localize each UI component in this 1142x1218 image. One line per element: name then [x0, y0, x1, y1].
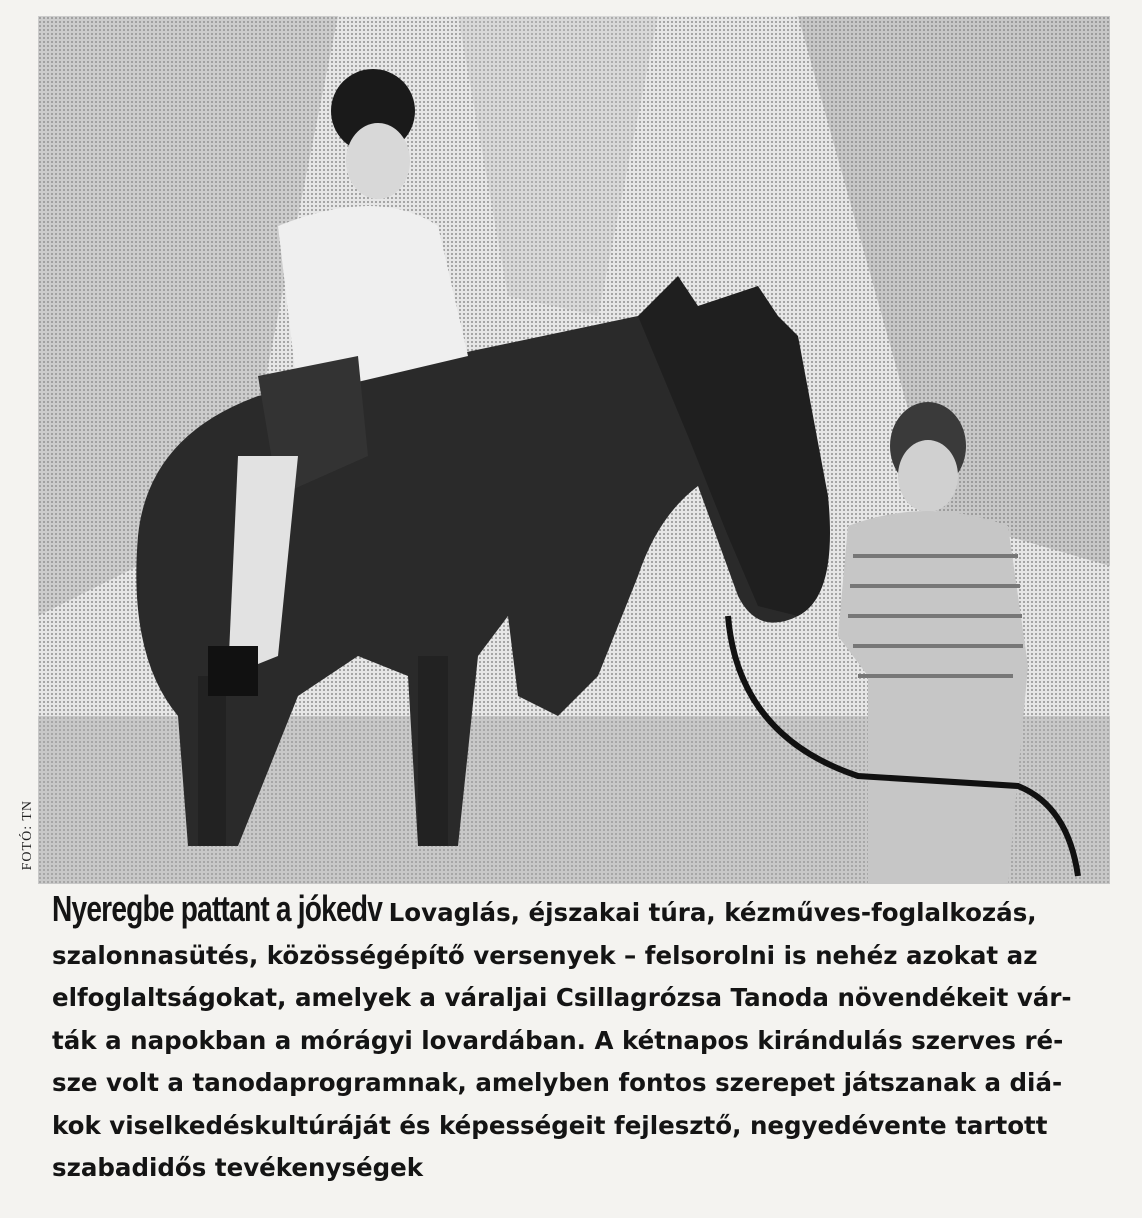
news-photo [38, 16, 1110, 884]
article-line-6: kok viselkedéskultúráját és képességeit fejlesztő, negyedévente tartott [52, 1110, 1048, 1140]
article-line-7: szabadidős tevékenységek [52, 1153, 424, 1182]
article-body [52, 888, 1102, 1190]
horse-riding-photo-icon [38, 16, 1110, 884]
article-line-5: sze volt a tanodaprogramnak, amelyben fontos szerepet játszanak a diá- [52, 1068, 1063, 1097]
article-text: Lovaglás, éjszakai túra, kézműves-foglalkozás, [388, 898, 1037, 927]
headline: Nyeregbe pattant a jókedv [52, 888, 383, 929]
article-line-2: szalonnasütés, közösségépítő versenyek – felsorolni is nehéz azokat az [52, 940, 1038, 970]
photo-credit: FOTÓ: TN [20, 800, 35, 871]
article-line-1 [52, 888, 1102, 935]
article-line-3: elfoglaltságokat, amelyek a váraljai Csillagrózsa Tanoda növendékeit vár- [52, 983, 1072, 1012]
article-line-4: ták a napokban a mórágyi lovardában. A kétnapos kirándulás szerves ré- [52, 1025, 1064, 1055]
